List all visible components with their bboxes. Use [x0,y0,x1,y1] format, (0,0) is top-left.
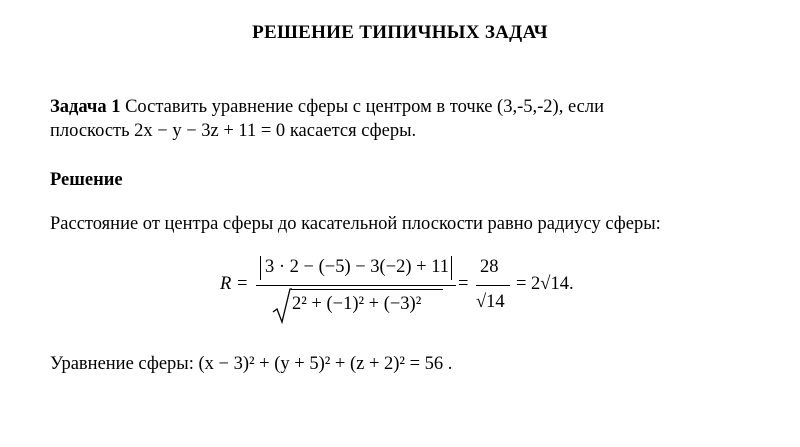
abs-bar-left [260,256,261,280]
answer-prefix: Уравнение сферы: [50,354,199,374]
formula-result: = 2√14. [516,274,574,294]
sphere-equation: (x − 3)² + (y + 5)² + (z + 2)² = 56 . [198,354,453,374]
distance-formula [220,252,600,330]
formula-denominator: 2² + (−1)² + (−3)² [292,294,422,314]
task-text-suffix: касается сферы. [289,121,417,141]
task-text-prefix: плоскость [50,121,135,141]
sqrt-sign-icon [272,288,292,324]
task-statement-line-1 [50,95,604,119]
fraction-2-denominator: √14 [476,292,505,312]
task-statement-line-2 [50,119,416,143]
distance-text: Расстояние от центра сферы до касательной плоскости равно радиусу сферы: [50,214,661,234]
plane-equation: 2x − y − 3z + 11 = 0 [134,121,286,141]
fraction-bar-2 [476,285,510,286]
formula-lhs: R = [220,274,249,294]
page-title: РЕШЕНИЕ ТИПИЧНЫХ ЗАДАЧ [252,22,548,43]
task-label: Задача 1 [50,97,121,117]
abs-bar-right [451,256,452,280]
sqrt-overline [291,289,443,290]
fraction-bar-1 [256,285,456,286]
answer-line [50,352,452,376]
solution-heading: Решение [50,170,123,190]
fraction-2-numerator: 28 [480,257,499,277]
equals-sign: = [458,274,469,294]
task-text: Составить уравнение сферы с центром в точке (3,-5,-2), если [120,97,604,117]
formula-numerator: 3 · 2 − (−5) − 3(−2) + 11 [265,257,450,277]
